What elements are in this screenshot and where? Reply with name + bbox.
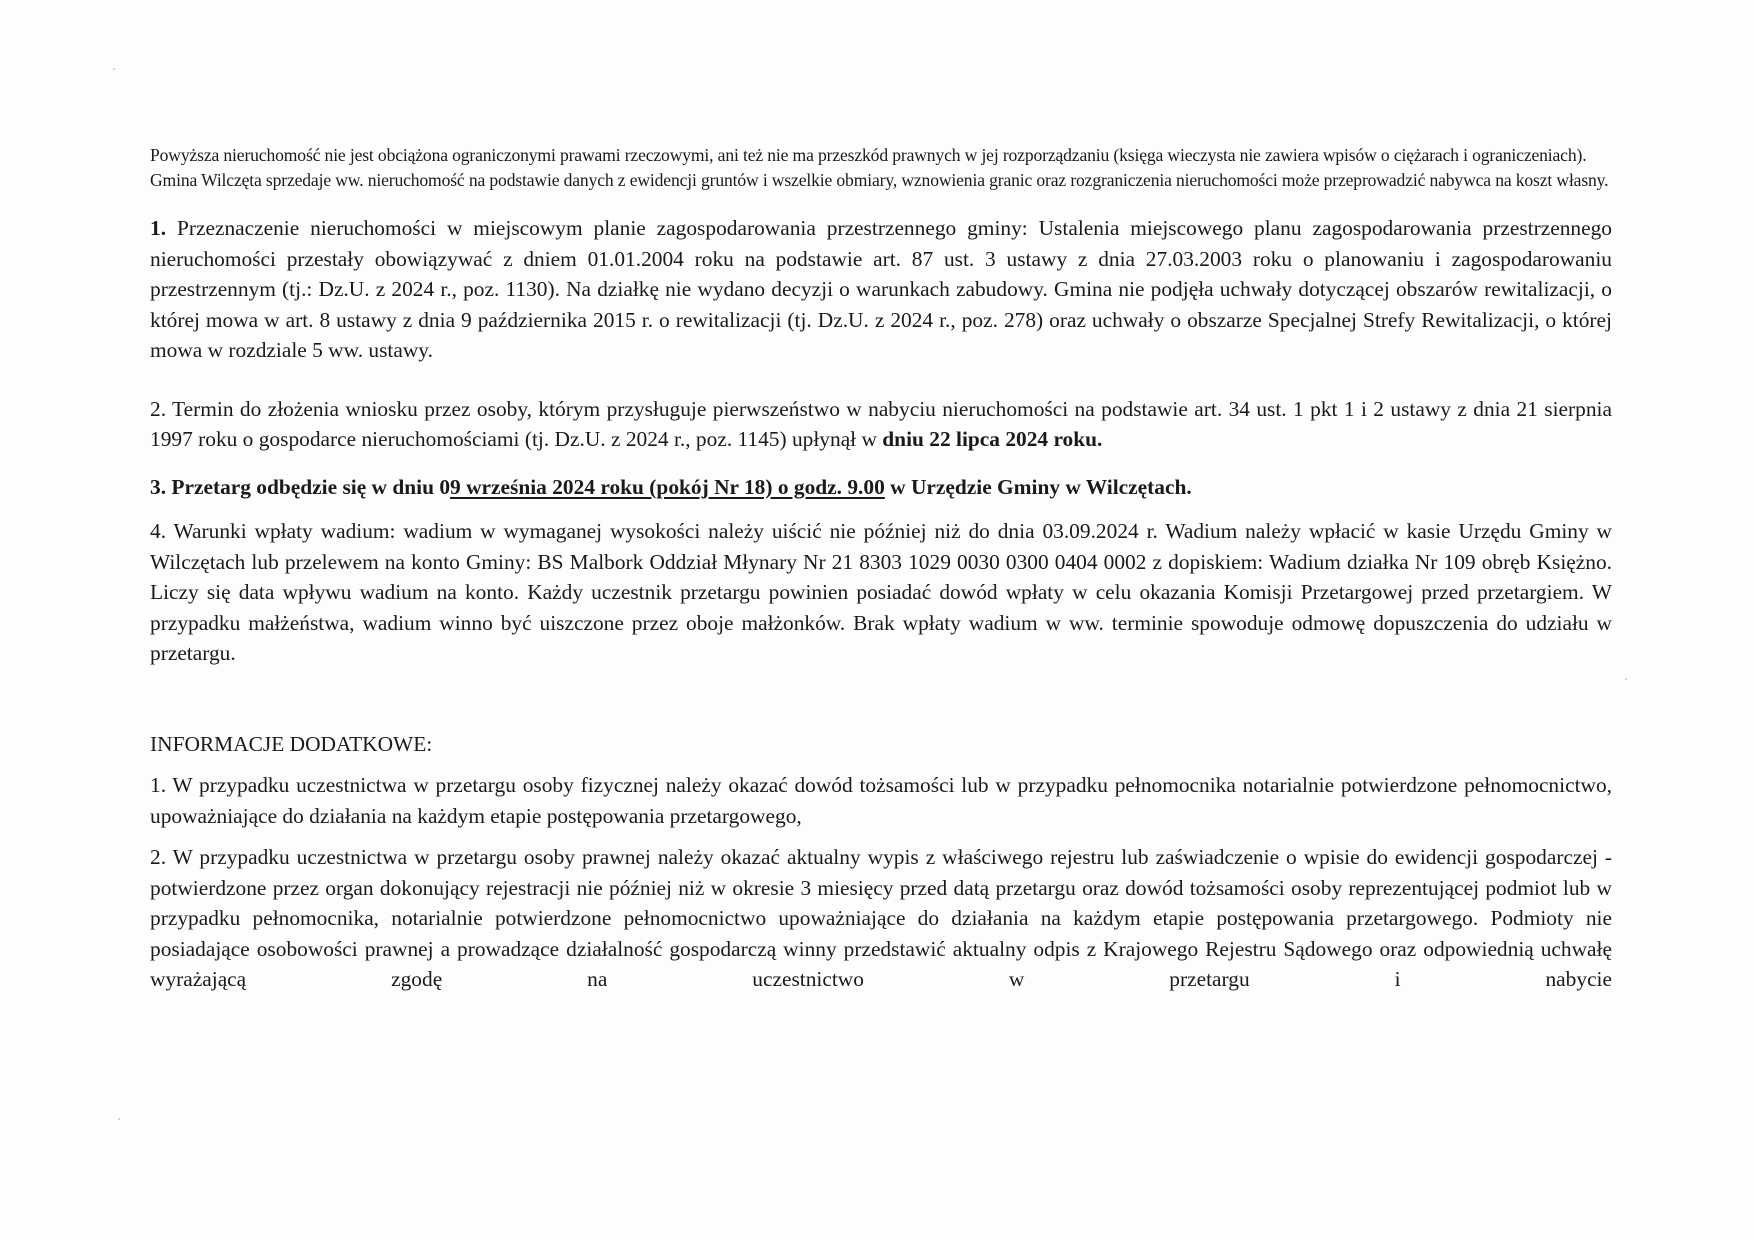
document-body: [150, 143, 1612, 995]
section-3-prefix: 3. Przetarg odbędzie się w dniu 0: [150, 474, 451, 499]
scan-speck: [113, 68, 115, 70]
section-2-priority-deadline: [150, 394, 1612, 455]
section-1-number: 1.: [150, 216, 167, 240]
scan-speck: [1625, 678, 1627, 680]
intro-paragraphs: [150, 143, 1612, 193]
survey-statement: Gmina Wilczęta sprzedaje ww. nieruchomość na podstawie danych z ewidencji gruntów i wszelkie obmiary, wznowienia granic oraz rozgraniczenia nieruchomości może przeprowadzić nabywca na koszt własny.: [150, 170, 1609, 190]
section-4-deposit-terms: 4. Warunki wpłaty wadium: wadium w wymaganej wysokości należy uiścić nie później niż do dnia 03.09.2024 r. Wadium należy wpłacić w kasie Urzędu Gminy w Wilczętach lub przelewem na konto Gminy: BS Malbork Oddział Młynary Nr 21 8303 1029 0030 0300 0404 0002 z dopiskiem: Wadium działka Nr 109 obręb Księżno. Liczy się data wpływu wadium na konto. Każdy uczestnik przetargu powinien posiadać dowód wpłaty w celu okazania Komisji Przetargowej przed przetargiem. W przypadku małżeństwa, wadium winno być uiszczone przez oboje małżonków. Brak wpłaty wadium w ww. terminie spowoduje odmowę dopuszczenia do udziału w przetargu.: [150, 519, 1612, 665]
section-3-location: w Urzędzie Gminy w Wilczętach.: [884, 474, 1192, 499]
scan-speck: [118, 1118, 120, 1120]
encumbrance-statement: Powyższa nieruchomość nie jest obciążona ograniczonymi prawami rzeczowymi, ani też nie ma przeszkód prawnych w jej rozporządzaniu (księga wieczysta nie zawiera wpisów o ciężarach i ograniczeniach).: [150, 145, 1587, 165]
section-1-zoning: [150, 213, 1612, 366]
additional-info-item-1: 1. W przypadku uczestnictwa w przetargu osoby fizycznej należy okazać dowód tożsamości lub w przypadku pełnomocnika notarialnie potwierdzone pełnomocnictwo, upoważniające do działania na każdym etapie postępowania przetargowego,: [150, 773, 1612, 828]
section-3-auction-date: [150, 472, 1612, 503]
additional-info-item-2: 2. W przypadku uczestnictwa w przetargu osoby prawnej należy okazać aktualny wypis z właściwego rejestru lub zaświadczenie o wpisie do ewidencji gospodarczej - potwierdzone przez organ dokonujący rejestracji nie później niż w okresie 3 miesięcy przed datą przetargu oraz dowód tożsamości osoby reprezentującej podmiot lub w przypadku pełnomocnika, notarialnie potwierdzone pełnomocnictwo upoważniające do działania na każdym etapie postępowania przetargowego. Podmioty nie posiadające osobowości prawnej a prowadzące działalność gospodarczą winny przedstawić aktualny odpis z Krajowego Rejestru Sądowego oraz odpowiednią uchwałę wyrażającą zgodę na uczestnictwo w przetargu i nabycie: [150, 845, 1612, 991]
section-1-text: Przeznaczenie nieruchomości w miejscowym planie zagospodarowania przestrzennego gminy: Ustalenia miejscowego planu zagospodarowania przestrzennego nieruchomości przestały obowiązywać z dniem 01.01.2004 roku na podstawie art. 87 ust. 3 ustawy z dnia 27.03.2003 roku o planowaniu i zagospodarowaniu przestrzennym (tj.: Dz.U. z 2024 r., poz. 1130). Na działkę nie wydano decyzji o warunkach zabudowy. Gmina nie podjęła uchwały dotyczącej obszarów rewitalizacji, o której mowa w art. 8 ustawy z dnia 9 października 2015 r. o rewitalizacji (tj. Dz.U. z 2024 r., poz. 278) oraz uchwały o obszarze Specjalnej Strefy Rewitalizacji, o której mowa w rozdziale 5 ww. ustawy.: [150, 216, 1612, 362]
section-2-text: 2. Termin do złożenia wniosku przez osoby, którym przysługuje pierwszeństwo w nabyciu nieruchomości na podstawie art. 34 ust. 1 pkt 1 i 2 ustawy z dnia 21 sierpnia 1997 roku o gospodarce nieruchomościami (tj. Dz.U. z 2024 r., poz. 1145) upłynął w: [150, 396, 1612, 451]
section-2-deadline-date: dniu 22 lipca 2024 roku.: [882, 427, 1103, 451]
section-3-date-time: 9 września 2024 roku (pokój Nr 18) o godz. 9.00: [450, 474, 885, 499]
additional-info-heading: INFORMACJE DODATKOWE:: [150, 731, 433, 756]
